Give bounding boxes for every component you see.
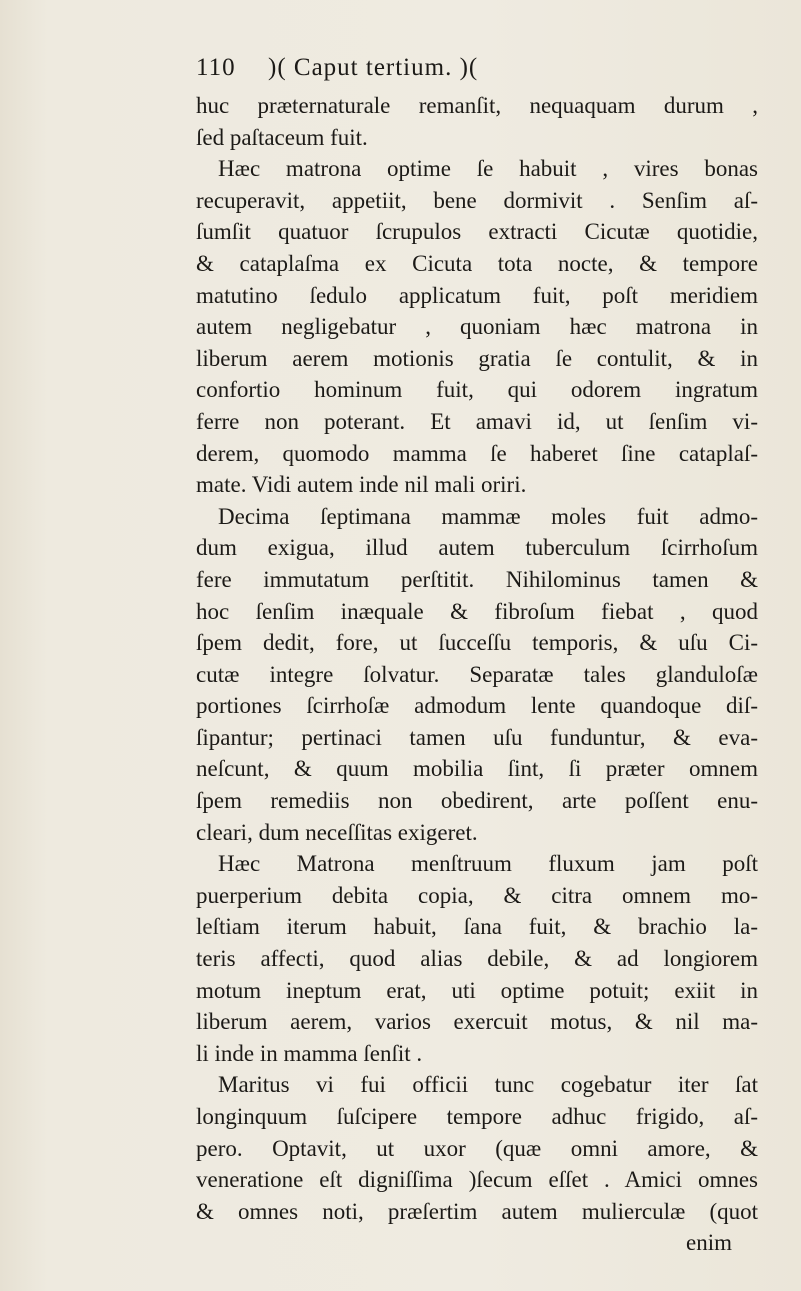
text-line: pero. Optavit, ut uxor (quæ omni amore, & [196, 1135, 758, 1161]
text-line: neſcunt, & quum mobilia ſint, ſi præter omnem [196, 756, 758, 782]
text-line: puerperium debita copia, & citra omnem mo- [196, 882, 758, 908]
text-line: ſpem dedit, fore, ut ſucceſſu temporis, & uſu Ci- [196, 630, 758, 656]
text-line: ſpem remediis non obedirent, arte poſſent enu- [196, 788, 758, 814]
text-line: huc præternaturale remanſit, nequaquam durum , [196, 93, 758, 118]
text-line: cutæ integre ſolvatur. Separatæ tales glanduloſæ [196, 661, 758, 687]
text-line: cleari, dum neceſſitas exigeret. [196, 819, 478, 845]
text-line: recuperavit, appetiit, bene dormivit . Senſim aſ- [196, 187, 758, 213]
text-line: mate. Vidi autem inde nil mali oriri. [196, 472, 527, 498]
text-line: Decima ſeptimana mammæ moles fuit admo- [218, 503, 758, 529]
text-line: matutino ſedulo applicatum fuit, poſt meridiem [196, 282, 758, 308]
text-line: & cataplaſma ex Cicuta tota nocte, & tempore [196, 250, 758, 276]
text-line: ſipantur; pertinaci tamen uſu funduntur, & eva- [196, 724, 758, 750]
text-line: portiones ſcirrhoſæ admodum lente quandoque diſ- [196, 693, 758, 719]
text-line: derem, quomodo mamma ſe haberet ſine cataplaſ- [196, 440, 758, 466]
running-header [196, 54, 736, 88]
page-number: 110 [196, 54, 236, 81]
text-line: Hæc Matrona menſtruum fluxum jam poſt [218, 851, 758, 877]
text-line: confortio hominum fuit, qui odorem ingratum [196, 377, 758, 403]
text-line: ferre non poterant. Et amavi id, ut ſenſim vi- [196, 408, 758, 434]
text-line: motum ineptum erat, uti optime potuit; exiit in [196, 977, 758, 1003]
text-line: enim [686, 1230, 732, 1256]
body-text [196, 90, 758, 1259]
text-line: Hæc matrona optime ſe habuit , vires bonas [218, 156, 758, 182]
running-title: )( Caput tertium. )( [268, 54, 479, 81]
text-line: liberum aerem, varios exercuit motus, & nil ma- [196, 1009, 758, 1035]
text-line: teris affecti, quod alias debile, & ad longiorem [196, 946, 758, 972]
text-line: autem negligebatur , quoniam hæc matrona in [196, 314, 758, 340]
text-line: veneratione eſt digniſſima )ſecum eſſet . Amici omnes [196, 1167, 758, 1193]
text-line: ſumſit quatuor ſcrupulos extracti Cicutæ quotidie, [196, 219, 758, 245]
text-line: li inde in mamma ſenſit . [196, 1040, 423, 1066]
text-line: dum exigua, illud autem tuberculum ſcirrhoſum [196, 535, 758, 561]
text-line: ſed paſtaceum fuit. [196, 124, 368, 150]
text-line: longinquum ſuſcipere tempore adhuc frigido, aſ- [196, 1104, 758, 1129]
text-line: liberum aerem motionis gratia ſe contulit, & in [196, 345, 758, 371]
text-line: leſtiam iterum habuit, ſana fuit, & brachio la- [196, 914, 758, 940]
text-line: Maritus vi fui officii tunc cogebatur iter ſat [218, 1072, 758, 1098]
text-line: & omnes noti, præſertim autem mulierculæ (quot [196, 1198, 758, 1224]
text-line: hoc ſenſim inæquale & fibroſum fiebat , quod [196, 598, 758, 624]
text-line: fere immutatum perſtitit. Nihilominus tamen & [196, 566, 758, 592]
